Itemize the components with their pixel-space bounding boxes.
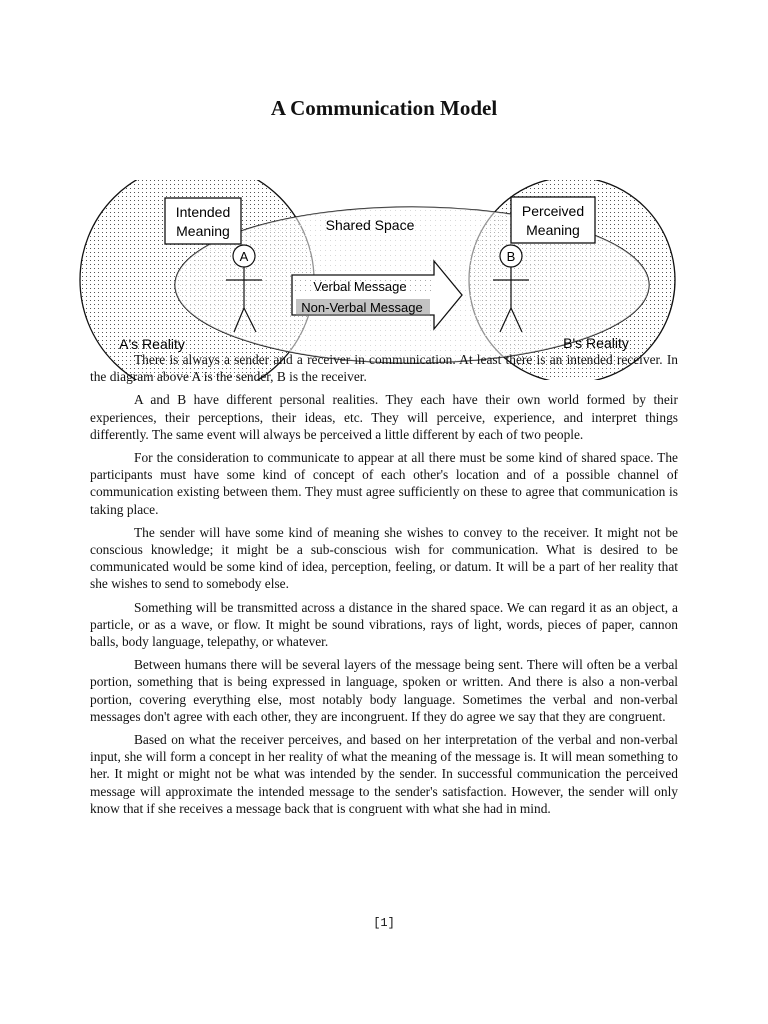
verbal-message-label: Verbal Message <box>313 279 407 294</box>
svg-text:Meaning: Meaning <box>526 222 580 238</box>
paragraph-7: Based on what the receiver perceives, and based on her interpretation of the verbal and non-verbal input, she will form a concept in her reality of what the meaning of the message is. It will mean something to her. It might or might not be what was intended by the sender. In successful communication the perceived message will approximate the intended message to the sender's satisfaction. However, the sender will only know that if she receives a message back that is congruent with what she had in mind. <box>90 732 678 816</box>
page-number: [1] <box>373 916 395 930</box>
paragraph-5: Something will be transmitted across a distance in the shared space. We can regard it as an object, a particle, or as a wave, or flow. It might be sound vibrations, rays of light, words, pieces of paper, cannon balls, body language, telepathy, or whatever. <box>90 599 678 650</box>
sender-letter: A <box>239 249 249 264</box>
page-title: A Communication Model <box>270 96 498 120</box>
intended-meaning-box <box>165 198 241 244</box>
perceived-meaning-box <box>511 197 595 243</box>
receiver-letter: B <box>506 249 516 264</box>
svg-text:Perceived: Perceived <box>521 203 585 219</box>
paragraph-4: The sender will have some kind of meaning she wishes to convey to the receiver. It might not be conscious knowledge; it might be a sub-conscious wish for communication. What is desired to be communicated would be some kind of idea, perception, feeling, or datum. It will be a part of her reality that she wishes to send to somebody else. <box>90 524 678 592</box>
communication-model-diagram <box>70 180 698 380</box>
paragraph-1: There is always a sender and a receiver in communication. At least there is an intended receiver. In the diagram above A is the sender, B is the receiver. <box>90 352 678 385</box>
paragraph-6: Between humans there will be several layers of the message being sent. There will often be a verbal portion, something that is being expressed in language, spoken or written. And there is also a non-verbal portion, covering everything else, most notably body language. Sometimes the verbal and non-verbal messages don't agree with each other, they are incongruent. If they do agree we say that they are congruent. <box>90 657 678 724</box>
paragraph-2: A and B have different personal realities. They each have their own world formed by their experiences, their perceptions, their ideas, etc. They will perceive, experience, and interpret things differently. The same event will always be perceived a little different by each of two people. <box>90 392 678 442</box>
svg-text:Meaning: Meaning <box>176 223 230 239</box>
body-text <box>90 351 678 823</box>
paragraph-3: For the consideration to communicate to appear at all there must be some kind of shared space. The participants must have some kind of concept of each other's location and of a possible channel of communication existing between them. They must agree sufficiently on these to agree that communication is taking place. <box>90 450 678 517</box>
a-reality-label: A's Reality <box>119 336 185 352</box>
nonverbal-message-label: Non-Verbal Message <box>301 300 423 315</box>
shared-space-label: Shared Space <box>325 217 415 233</box>
b-reality-label: B's Reality <box>563 335 629 351</box>
svg-text:Intended: Intended <box>175 204 231 220</box>
